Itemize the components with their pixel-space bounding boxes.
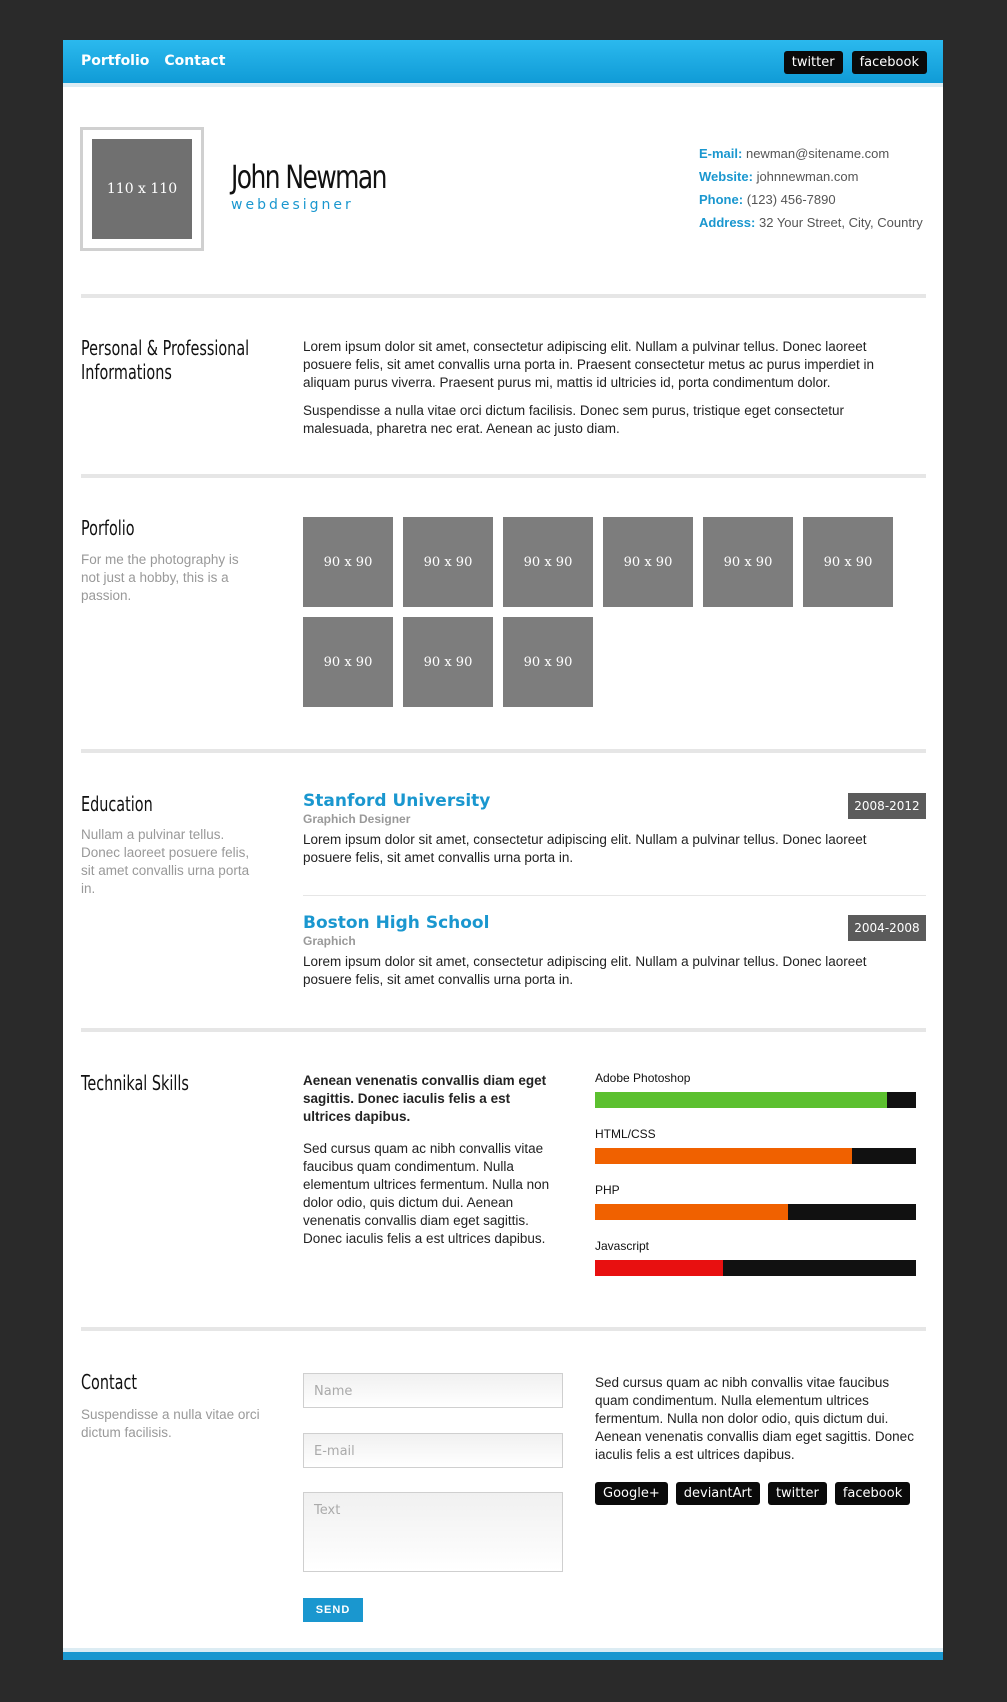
twitter-button[interactable]: twitter xyxy=(768,1482,827,1505)
contact-social xyxy=(595,1482,910,1505)
divider xyxy=(81,294,926,298)
nav-portfolio-link[interactable]: Portfolio xyxy=(81,53,150,69)
email-label: E-mail: xyxy=(699,146,743,161)
contact-text: Sed cursus quam ac nibh convallis vitae faucibus quam condimentum. Nulla elementum ultrices fermentum. Nulla non dolor odio, quis dictum dui. Aenean venenatis convallis diam eget sagittis. Donec iaculis felis a est ultrices dapibus. xyxy=(595,1375,914,1462)
address-value: 32 Your Street, City, Country xyxy=(758,215,923,230)
avatar-frame xyxy=(80,127,204,251)
skills-title: Technikal Skills xyxy=(81,1071,189,1095)
portfolio-title: Porfolio xyxy=(81,516,135,540)
education-text: Lorem ipsum dolor sit amet, consectetur adipiscing elit. Nullam a pulvinar tellus. Donec laoreet posuere felis, sit amet convallis urna porta in. xyxy=(303,832,867,865)
portfolio-desc: For me the photography is not just a hobby, this is a passion. xyxy=(81,552,239,603)
personal-title-line2: Informations xyxy=(81,360,172,384)
personal-text xyxy=(303,338,913,448)
degree: Graphich Designer xyxy=(303,812,411,826)
portfolio-thumb[interactable]: 90 x 90 xyxy=(403,617,493,707)
message-textarea[interactable]: Text xyxy=(303,1492,563,1572)
school-name[interactable]: Stanford University xyxy=(303,791,491,811)
divider xyxy=(81,1028,926,1032)
portfolio-thumb[interactable]: 90 x 90 xyxy=(603,517,693,607)
personal-paragraph-1: Lorem ipsum dolor sit amet, consectetur adipiscing elit. Nullam a pulvinar tellus. Donec laoreet posuere felis, sit amet convallis urna porta in. Praesent consectetur metus ac purus imperdiet in aliquam purus viverra. Praesent purus mi, mattis id ultricies id, porta condimentum dolor. xyxy=(303,339,875,390)
avatar: 110 x 110 xyxy=(92,139,192,239)
googleplus-button[interactable]: Google+ xyxy=(595,1482,668,1505)
name-input[interactable]: Name xyxy=(303,1373,563,1408)
deviantart-button[interactable]: deviantArt xyxy=(676,1482,760,1505)
skill-label: HTML/CSS xyxy=(595,1127,656,1141)
skill-bar-fill xyxy=(595,1092,887,1108)
topbar-underline xyxy=(63,83,943,87)
skill-bar xyxy=(595,1204,916,1220)
personal-title-line1: Personal & Professional xyxy=(81,336,250,360)
profile-name: John Newman xyxy=(231,158,386,196)
education-text: Lorem ipsum dolor sit amet, consectetur adipiscing elit. Nullam a pulvinar tellus. Donec laoreet posuere felis, sit amet convallis urna porta in. xyxy=(303,954,867,987)
contact-info xyxy=(699,142,923,234)
send-button[interactable]: SEND xyxy=(303,1598,363,1622)
personal-title xyxy=(81,336,249,384)
contact-title: Contact xyxy=(81,1370,138,1394)
portfolio-thumb[interactable]: 90 x 90 xyxy=(503,617,593,707)
divider xyxy=(81,474,926,478)
facebook-button[interactable]: facebook xyxy=(852,51,927,74)
portfolio-thumb[interactable]: 90 x 90 xyxy=(503,517,593,607)
skill-bar-fill xyxy=(595,1204,788,1220)
profile-role: webdesigner xyxy=(231,197,354,213)
footer-bar xyxy=(63,1652,943,1660)
portfolio-thumb[interactable]: 90 x 90 xyxy=(303,517,393,607)
divider xyxy=(81,1327,926,1331)
email-input[interactable]: E-mail xyxy=(303,1433,563,1468)
education-separator xyxy=(303,895,926,896)
top-navbar xyxy=(63,40,943,83)
skill-bar xyxy=(595,1092,916,1108)
website-label: Website: xyxy=(699,169,753,184)
skill-bar xyxy=(595,1148,916,1164)
phone-label: Phone: xyxy=(699,192,744,207)
skill-bar-fill xyxy=(595,1260,723,1276)
contact-desc: Suspendisse a nulla vitae orci dictum facilisis. xyxy=(81,1407,260,1440)
portfolio-thumb[interactable]: 90 x 90 xyxy=(703,517,793,607)
skill-label: Adobe Photoshop xyxy=(595,1071,691,1085)
divider xyxy=(81,749,926,753)
education-title: Education xyxy=(81,792,153,816)
skills-lead: Aenean venenatis convallis diam eget sagittis. Donec iaculis felis a est ultrices dapibus. xyxy=(303,1073,547,1124)
email-value[interactable]: newman@sitename.com xyxy=(745,146,890,161)
portfolio-thumb[interactable]: 90 x 90 xyxy=(803,517,893,607)
school-name[interactable]: Boston High School xyxy=(303,913,490,933)
nav-contact-link[interactable]: Contact xyxy=(164,53,226,69)
address-label: Address: xyxy=(699,215,756,230)
phone-value: (123) 456-7890 xyxy=(746,192,836,207)
years-badge: 2008-2012 xyxy=(848,793,926,819)
website-value[interactable]: johnnewman.com xyxy=(756,169,859,184)
portfolio-thumb[interactable]: 90 x 90 xyxy=(303,617,393,707)
skill-bar xyxy=(595,1260,916,1276)
years-badge: 2004-2008 xyxy=(848,915,926,941)
degree: Graphich xyxy=(303,934,356,948)
skill-bar-fill xyxy=(595,1148,852,1164)
facebook-button[interactable]: facebook xyxy=(835,1482,910,1505)
skill-label: PHP xyxy=(595,1183,620,1197)
skills-text: Sed cursus quam ac nibh convallis vitae faucibus quam condimentum. Nulla elementum ultrices fermentum. Nulla non dolor odio, quis dictum dui. Aenean venenatis convallis diam eget sagittis. Donec iaculis felis a est ultrices dapibus. xyxy=(303,1141,550,1246)
skill-label: Javascript xyxy=(595,1239,650,1253)
portfolio-thumb[interactable]: 90 x 90 xyxy=(403,517,493,607)
resume-page xyxy=(63,40,943,1660)
personal-paragraph-2: Suspendisse a nulla vitae orci dictum facilisis. Donec sem purus, tristique eget consectetur malesuada, pharetra nec erat. Aenean ac justo diam. xyxy=(303,403,845,436)
twitter-button[interactable]: twitter xyxy=(784,51,843,74)
education-desc: Nullam a pulvinar tellus. Donec laoreet posuere felis, sit amet convallis urna porta in. xyxy=(81,827,250,896)
